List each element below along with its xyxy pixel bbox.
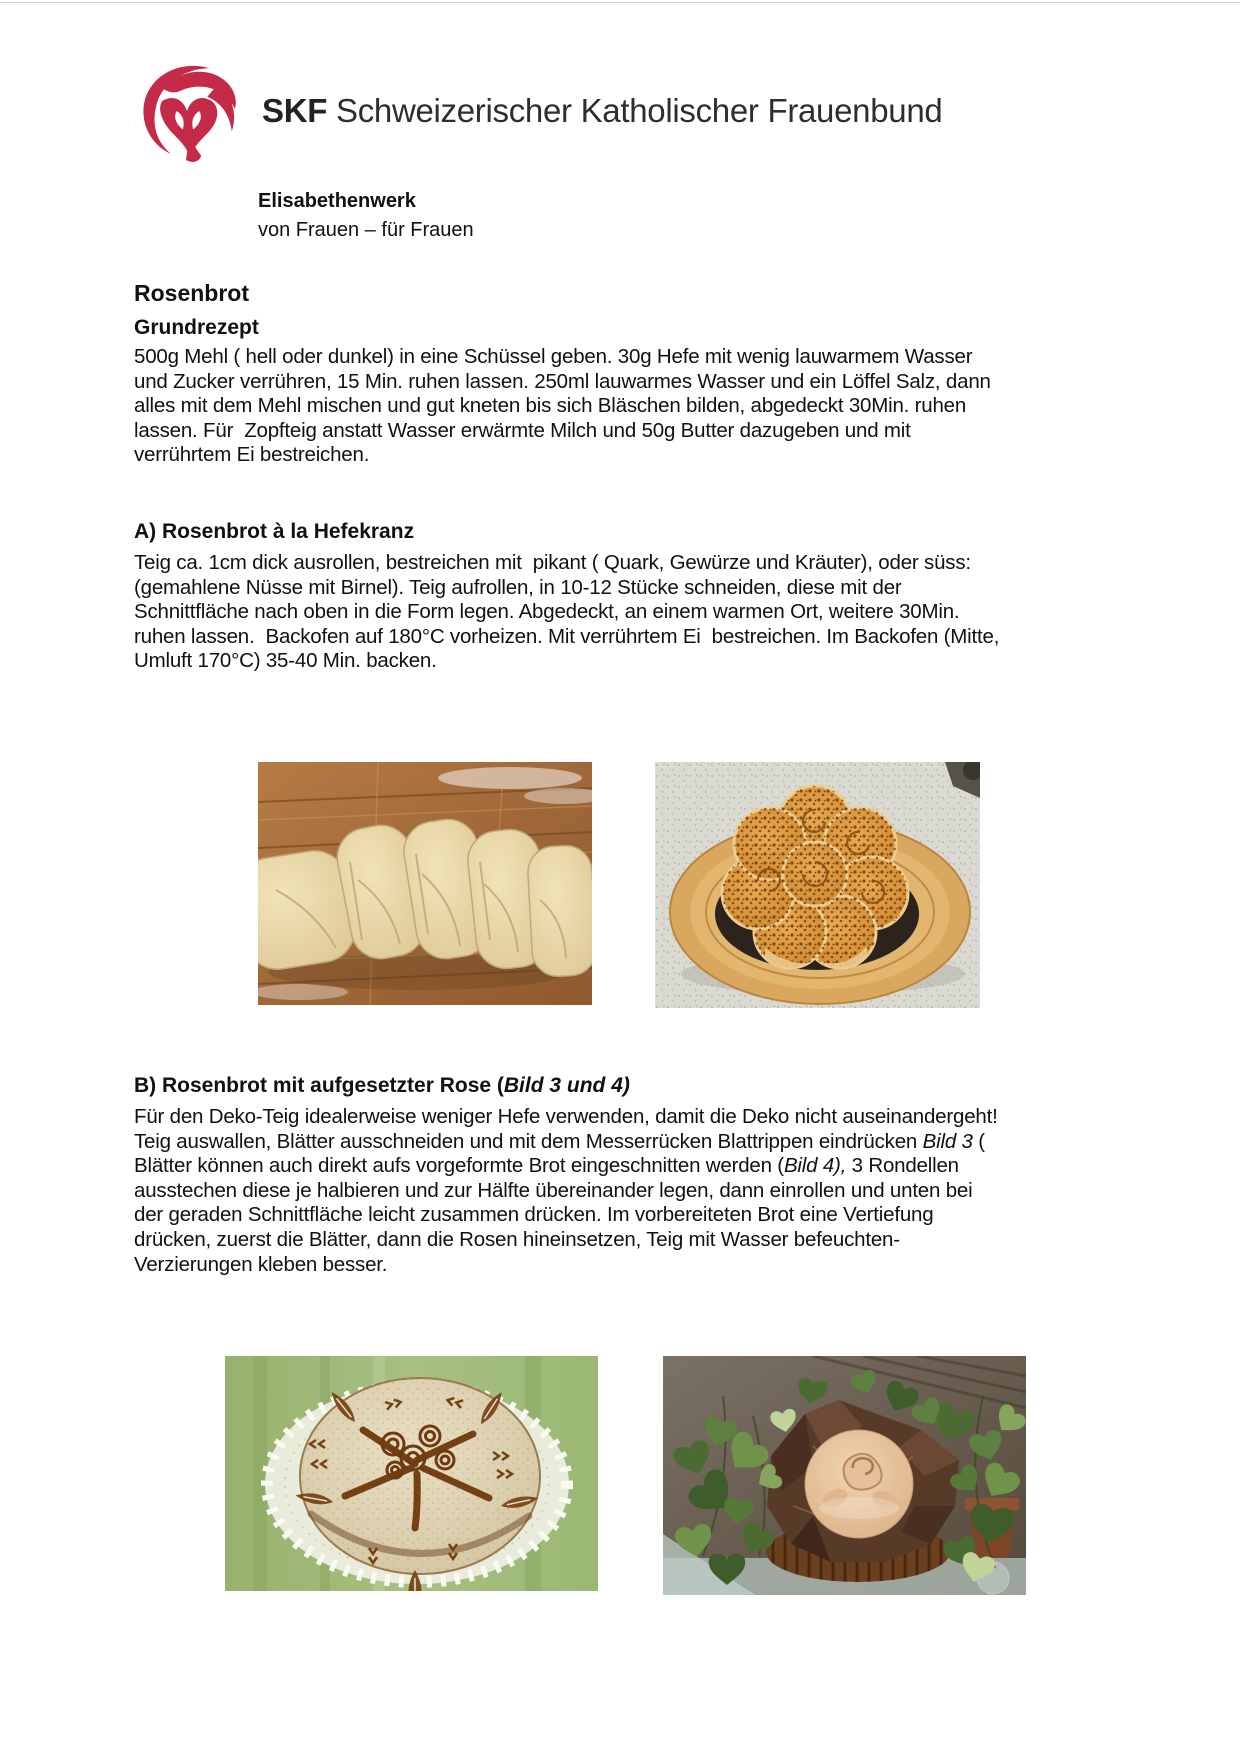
page-top-rule [0, 2, 1240, 3]
brand-wordmark [262, 92, 942, 130]
org-unit: Elisabethenwerk [258, 190, 416, 212]
heading-section-b-main: B) Rosenbrot mit aufgesetzter Rose ( [134, 1074, 504, 1097]
photo-baked-rosette-bread [655, 762, 980, 1008]
section-b-bild4-ref: Bild 4), [783, 1154, 847, 1178]
page-title: Rosenbrot [134, 280, 249, 306]
section-b-text: 3 Rondellen ausstechen diese je halbieren und zur Hälfte übereinander legen, dann einrollen und unten bei der geraden Schnittfläche leicht zusammen drücken. Im vorbereiteten Brot eine Vertiefung drücken, zuerst die Blätter, dann die Rosen hineinsetzen, Teig mit Wasser befeuchten-Verzierungen kleben besser. [134, 1154, 978, 1276]
heading-section-a: A) Rosenbrot à la Hefekranz [134, 520, 415, 543]
brand-skf: SKF [262, 92, 328, 129]
paragraph-grundrezept: 500g Mehl ( hell oder dunkel) in eine Schüssel geben. 30g Hefe mit wenig lauwarmem Wasser und Zucker verrühren, 15 Min. ruhen lassen. 250ml lauwarmes Wasser und ein Löffel Salz, dann alles mit dem Mehl mischen und gut kneten bis sich Bläschen bilden, abgedeckt 30Min. ruhen lassen. Für Zopfteig anstatt Wasser erwärmte Milch und 50g Butter dazugeben und mit verrührtem Ei bestreichen. [134, 345, 997, 467]
paragraph-section-a: Teig ca. 1cm dick ausrollen, bestreichen mit pikant ( Quark, Gewürze und Kräuter), oder süss: (gemahlene Nüsse mit Birnel). Teig aufrollen, in 10-12 Stücke schneiden, diese mit der Schnittfläche nach oben in die Form legen. Abgedeckt, an einem warmen Ort, weitere 30Min. ruhen lassen. Backofen auf 180°C vorheizen. Mit verrührtem Ei bestreichen. Im Backofen (Mitte, Umluft 170°C) 35-40 Min. backen. [134, 551, 1005, 673]
paragraph-section-b [134, 1105, 1006, 1277]
section-b-bild3-ref: Bild 3 [922, 1129, 973, 1153]
skf-logo-icon [132, 58, 244, 168]
section-b-text: Für den Deko-Teig idealerweise weniger Hefe verwenden, damit die Deko nicht auseinandergeht! Teig auswallen, Blätter ausschneiden und mit dem Messerrücken Blattrippen eindrücken [134, 1105, 1003, 1153]
photo-bild4-bread-in-ivy-basket [663, 1356, 1026, 1595]
photo-dough-pieces [258, 762, 592, 1005]
brand-name: Schweizerischer Katholischer Frauenbund [327, 92, 943, 129]
photo-bild3-decorated-bread [225, 1356, 598, 1591]
section-b-text: ( Blätter können auch direkt aufs vorgeformte Brot eingeschnitten werden ( [134, 1129, 991, 1178]
heading-grundrezept: Grundrezept [134, 316, 259, 339]
heading-section-b [134, 1074, 630, 1098]
org-tagline: von Frauen – für Frauen [258, 219, 474, 241]
heading-section-b-italic: Bild 3 und 4) [503, 1074, 630, 1097]
